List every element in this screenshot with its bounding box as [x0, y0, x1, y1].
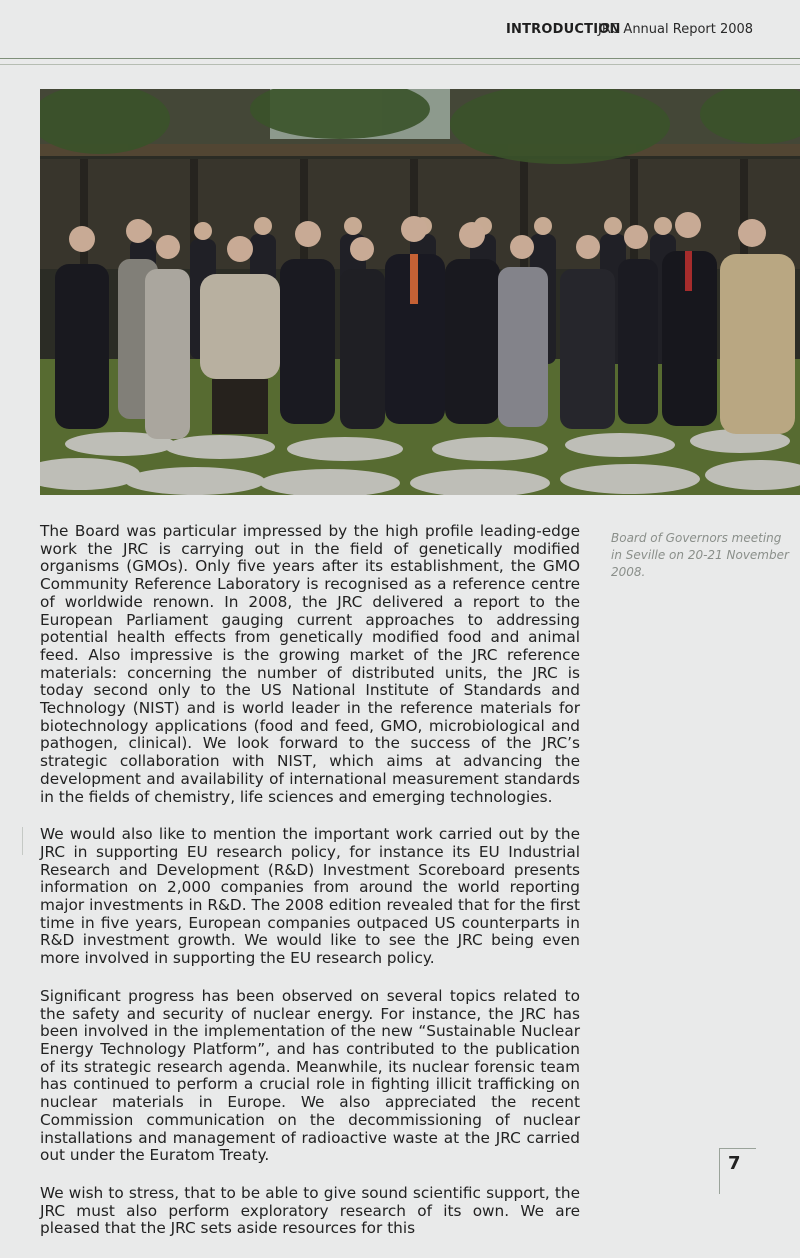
- page-number-box: [719, 1148, 756, 1194]
- section-title: INTRODUCTION: [506, 22, 621, 37]
- group-photo: [40, 89, 800, 495]
- paragraph-research-policy: We would also like to mention the important work carried out by the JRC in supporting EU research policy, for instance its EU Industrial Research and Development (R&D) Investment Scoreboard presents information on 2,000 companies from around the world reporting major investments in R&D. The 2008 edition revealed that for the first time in five years, European companies outpaced US counterparts in R&D investment growth. We would like to see the JRC being even more involved in supporting the EU research policy.: [40, 825, 580, 968]
- paragraph-nuclear-safety: Significant progress has been observed on several topics related to the safety and security of nuclear energy. For instance, the JRC has been involved in the implementation of the new “Sustainable Nuclear Energy Technology Platform”, and has contributed to the publication of its strategic research agenda. Meanwhile, its nuclear forensic team has continued to perform a crucial role in fighting illicit trafficking on nuclear materials in Europe. We also appreciated the recent Commission communication on the decommissioning of nuclear installations and management of radioactive waste at the JRC carried out under the Euratom Treaty.: [40, 986, 580, 1165]
- margin-mark: [22, 827, 23, 855]
- paragraph-gmo: The Board was particular impressed by the high profile leading-edge work the JRC is carrying out in the field of genetically modified organisms (GMOs). Only five years after its establishment, the GMO Community Reference Laboratory is recognised as a reference centre of worldwide renown. In 2008, the JRC delivered a report to the European Parliament gauging current approaches to addressing potential health effects from genetically modified food and animal feed. Also impressive is the growing market of the JRC reference materials: concerning the number of distributed units, the JRC is today second only to the US National Institute of Standards and Technology (NIST) and is world leader in the reference materials for biotechnology applications (food and feed, GMO, microbiological and pathogen, clinical). We look forward to the success of the JRC’s strategic collaboration with NIST, which aims at advancing the development and availability of international measurement standards in the fields of chemistry, life sciences and emerging technologies.: [40, 522, 580, 806]
- page-header: [0, 0, 800, 60]
- body-text: [40, 523, 580, 1258]
- photo-caption: Board of Governors meeting in Seville on 20-21 November 2008.: [611, 531, 789, 579]
- report-title: JRC Annual Report 2008: [598, 22, 754, 37]
- page-number: 7: [728, 1153, 741, 1174]
- header-rule-secondary: [0, 64, 800, 65]
- paragraph-exploratory-research: We wish to stress, that to be able to give sound scientific support, the JRC must also perform exploratory research of its own. We are pleased that the JRC sets aside resources for this: [40, 1183, 580, 1238]
- group-photo-illustration: [40, 89, 800, 495]
- header-rule: [0, 58, 800, 59]
